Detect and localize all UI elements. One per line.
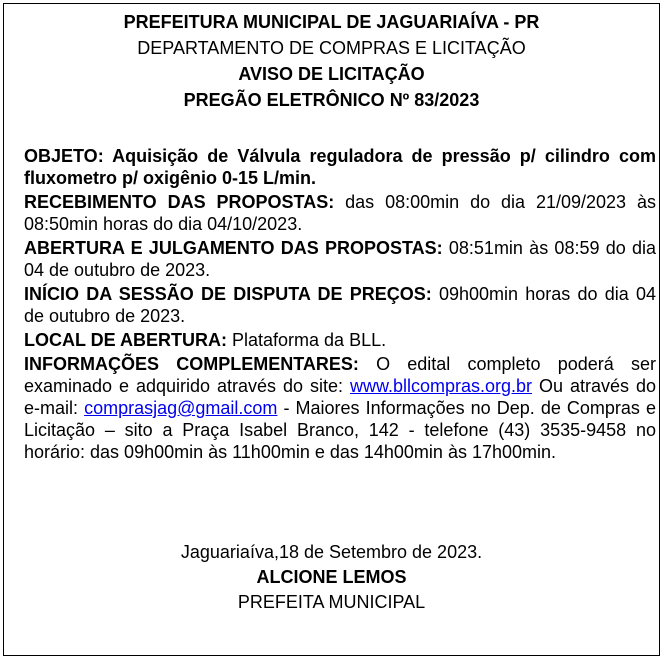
objeto-paragraph: OBJETO: Aquisição de Válvula reguladora de pressão p/ cilindro com fluxometro p/ oxigênio 0-15 L/min. <box>24 146 656 188</box>
info-text-1: O edital completo poderá ser examinado e adquirido através do site: <box>24 354 656 396</box>
header-line-2: DEPARTAMENTO DE COMPRAS E LICITAÇÃO <box>137 38 526 58</box>
abertura-label: ABERTURA E JULGAMENTO DAS PROPOSTAS: <box>24 238 443 258</box>
local-label: LOCAL DE ABERTURA: <box>24 330 227 350</box>
info-label: INFORMAÇÕES COMPLEMENTARES: <box>24 354 359 374</box>
header-line-4: PREGÃO ELETRÔNICO Nº 83/2023 <box>183 90 480 110</box>
header-line-1: PREFEITURA MUNICIPAL DE JAGUARIAÍVA - PR <box>123 12 540 32</box>
local-text: Plataforma da BLL. <box>227 330 387 350</box>
recebimento-text: das 08:00min do dia 21/09/2023 às 08:50min horas do dia 04/10/2023. <box>24 192 656 234</box>
inicio-text: 09h00min horas do dia 04 de outubro de 2023. <box>24 284 657 326</box>
abertura-paragraph <box>24 237 656 281</box>
notice-frame <box>3 3 660 656</box>
signature-role: PREFEITA MUNICIPAL <box>237 592 426 612</box>
recebimento-paragraph <box>24 191 656 235</box>
recebimento-label: RECEBIMENTO DAS PROPOSTAS: <box>24 192 335 212</box>
local-paragraph <box>24 329 656 351</box>
inicio-label: INÍCIO DA SESSÃO DE DISPUTA DE PREÇOS: <box>24 284 432 304</box>
info-text-3: - Maiores Informações no Dep. de Compras e Licitação – sito a Praça Isabel Branco, 142 - telefone (43) 3535-9458 no horário: das 09h00min às 11h00min e das 14h00min às 17h00min. <box>24 398 656 462</box>
inicio-paragraph <box>24 283 656 327</box>
email-link[interactable]: comprasjag@gmail.com <box>84 398 278 418</box>
header-line-3: AVISO DE LICITAÇÃO <box>238 64 425 84</box>
signature-date: Jaguariaíva,18 de Setembro de 2023. <box>180 542 483 562</box>
abertura-text: 08:51min às 08:59 do dia 04 de outubro de 2023. <box>24 238 656 280</box>
signature-name: ALCIONE LEMOS <box>256 567 407 587</box>
notice-body <box>24 145 656 465</box>
info-paragraph <box>24 353 656 463</box>
site-link[interactable]: www.bllcompras.org.br <box>349 376 533 396</box>
info-text-2: Ou através do e-mail: <box>24 376 656 418</box>
